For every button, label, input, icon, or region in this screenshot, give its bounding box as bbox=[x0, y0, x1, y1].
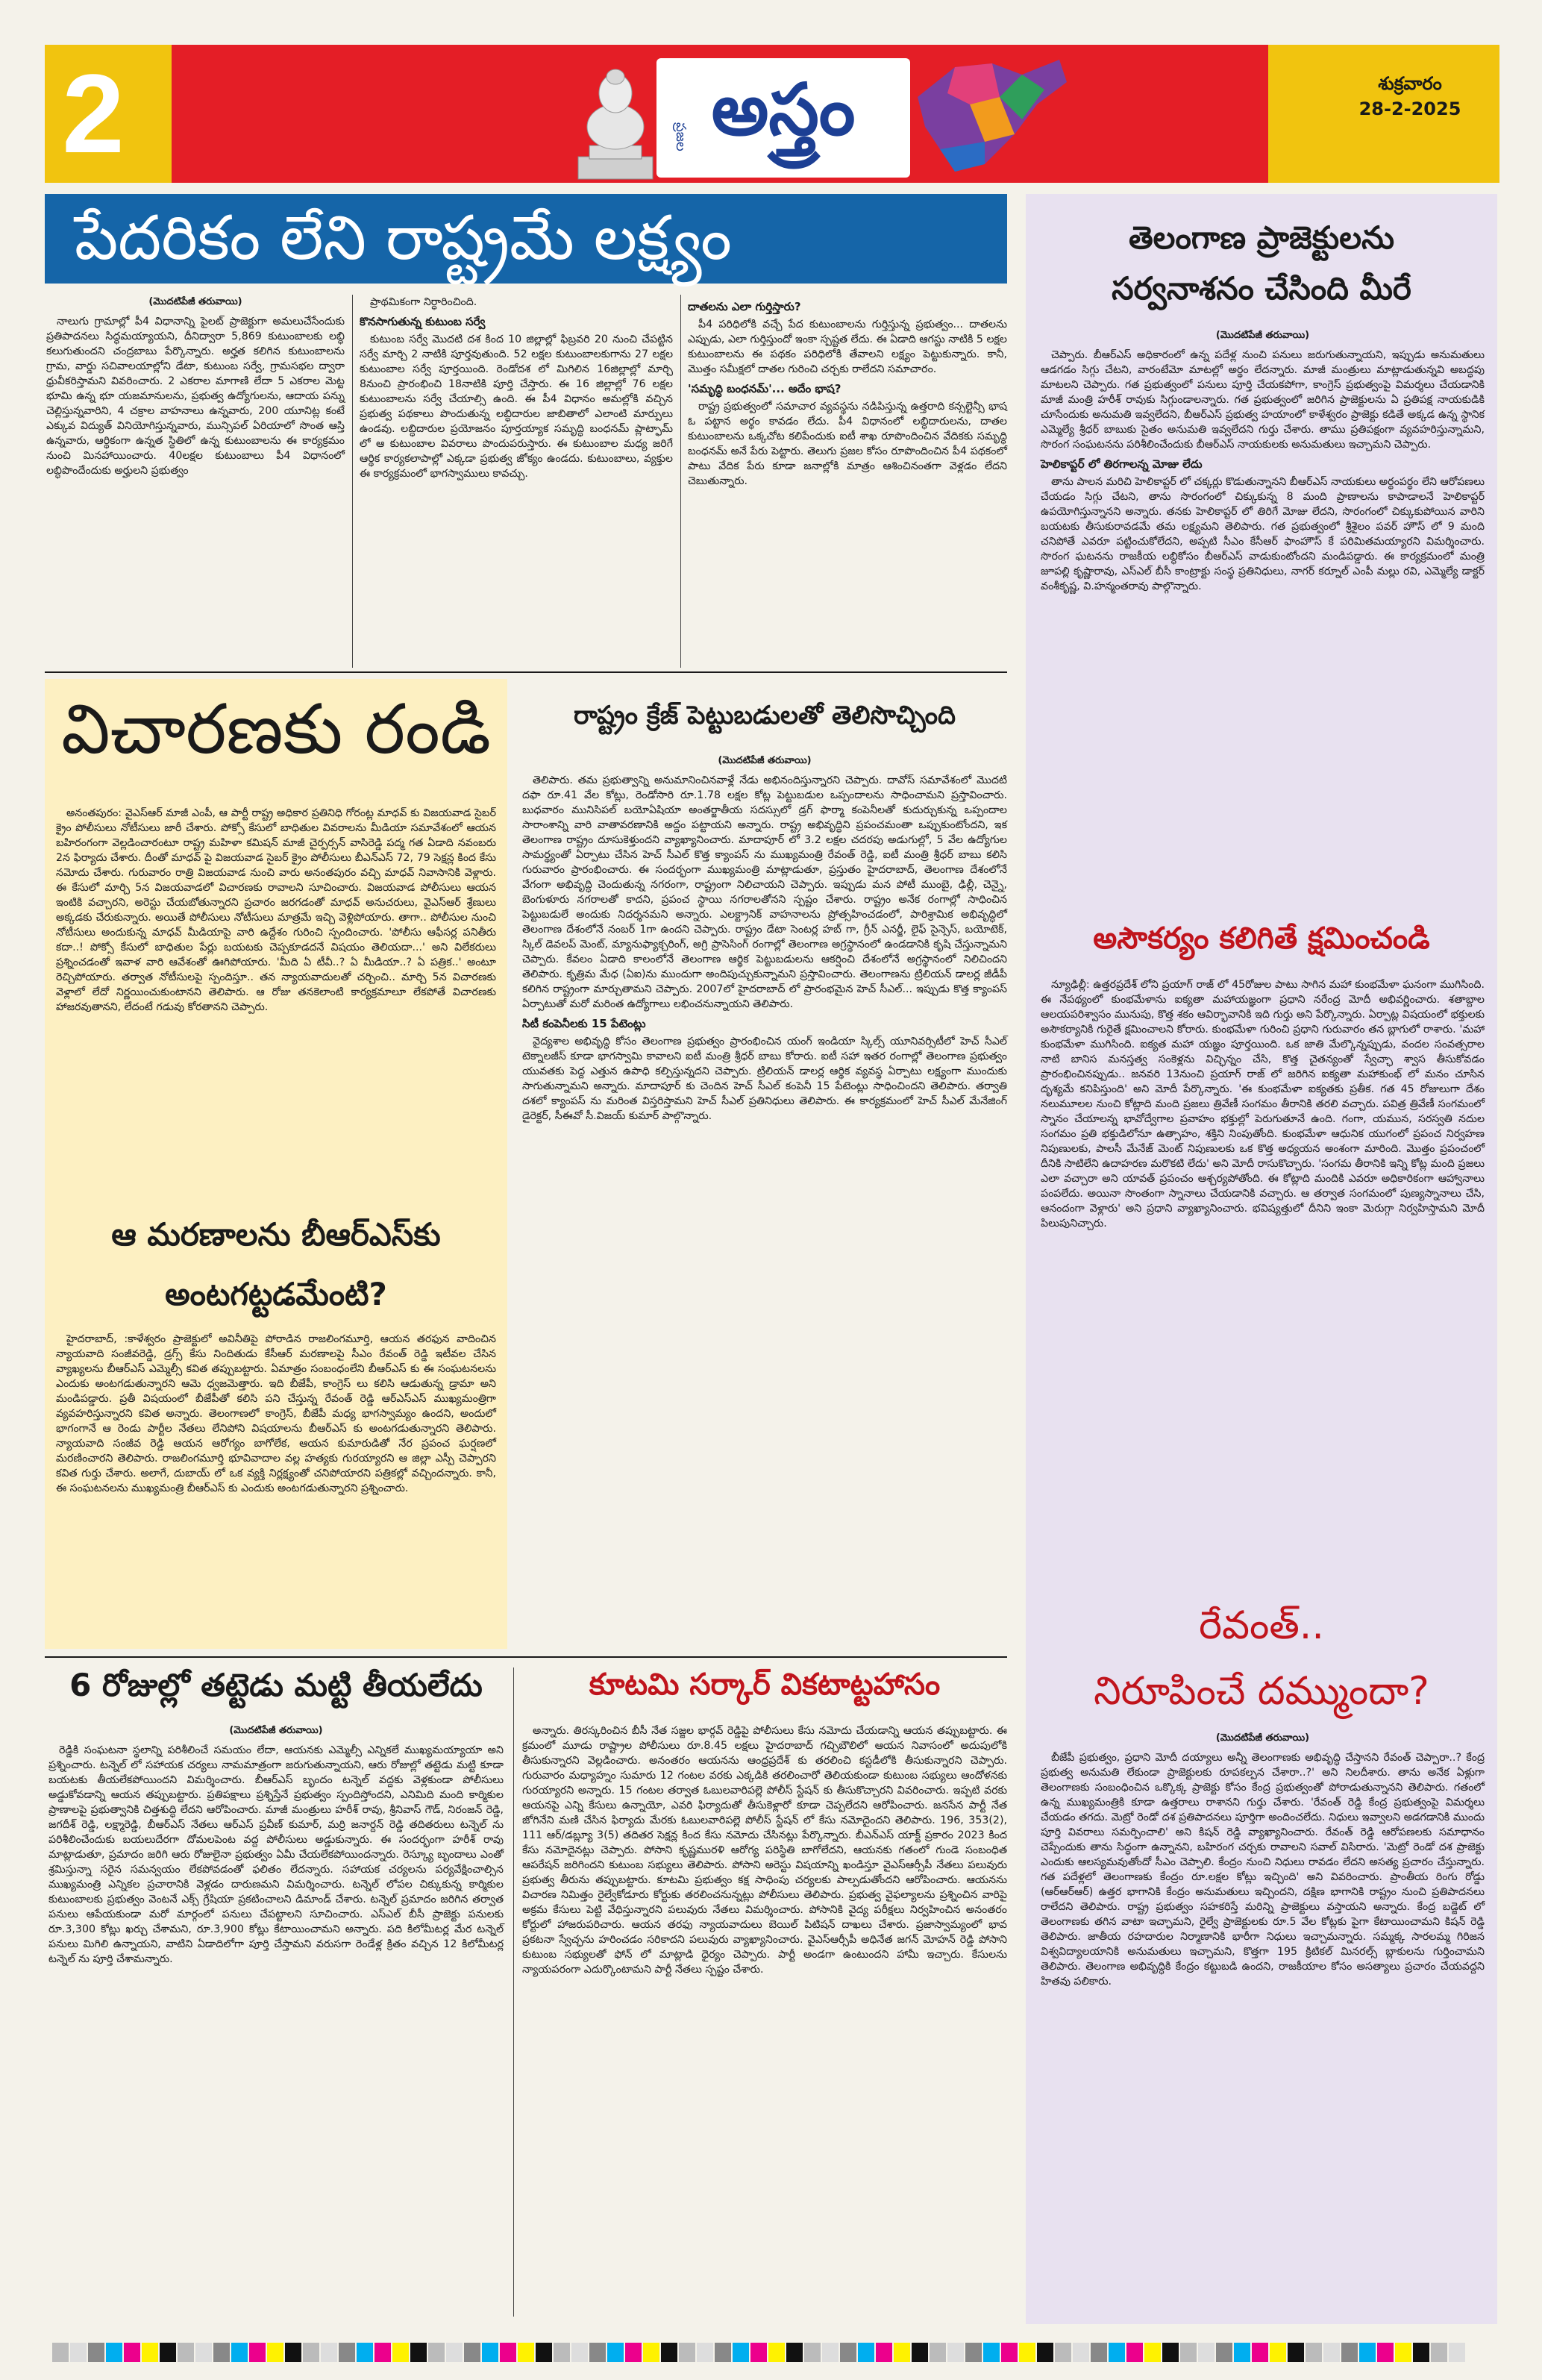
logo-subtext: ప్రజల bbox=[673, 122, 689, 151]
lead-col1-text: నాలుగు గ్రామాల్లో పీ4 విధానాన్ని పైలట్ ప్రాజెక్టుగా అమలుచేసేందుకు ప్రతిపాదనలు సిద్ధమయ్యాయని, దీనిద్వారా 5,869 కుటుంబాలకు లబ్ధి కలుగుతుందని చంద్రబాబు పేర్కొన్నారు. అర్హత కలిగిన కుటుంబాలను గ్రామ, వార్డు సచివాలయాల్లోని డేటా, కుటుంబ సర్వే, గ్రామసభల ద్వారా ధ్రువీకరిస్తామని వివరించారు. 2 ఎకరాల మాగాణి లేదా 5 ఎకరాల మెట్ట భూమి ఉన్న భూ యజమానులను, ప్రభుత్వ ఉద్యోగులను, ఆదాయ పన్ను చెల్లిస్తున్నవారిని, 4 చక్రాల వాహనాలు ఉన్నవారు, 200 యూనిట్ల కంటే ఎక్కువ విద్యుత్ వినియోగిస్తున్నవారు, మున్సిపల్ ఏరియాలో సొంత ఆస్తి ఉన్నవారు, ఆర్థికంగా ఉన్నత స్థితిలో ఉన్న కుటుంబాలను ఈ కార్యక్రమం నుంచి మినహాయించారు. 40లక్షల కుటుంబాలు పీ4 విధానంలో లబ్ధిపొందేందుకు అర్హులని ప్రభుత్వం bbox=[46, 316, 345, 477]
investment-subhead: సిటీ కంపెనీలకు 15 పేటెంట్లు bbox=[522, 1017, 646, 1030]
investment-text-1: తెలిపారు. తమ ప్రభుత్వాన్ని అనుమానించినవాళ్లే నేడు అభినందిస్తున్నారని చెప్పారు. దావోస్ సమావేశంలో మొదటి దఫా రూ.41 వేల కోట్లు, రెండోసారి రూ.1.78 లక్షల కోట్ల పెట్టుబడుల ఒప్పందాలను సాధించామని ప్రస్తావించారు. బుధవారం మునిసిపల్ బయోఏషియా అంతర్జాతీయ సదస్సులో డ్రగ్ ఫార్మా కంపెనీలతో కుదుర్చుకున్న ఒప్పందాల సారాంశాన్ని వారి వాతావరణానికి అద్దం పట్టాయని అన్నారు. రాష్ట్ర అభివృద్ధిని ప్రపంచమంతా ఒప్పుకుంటోందని, ఇక తెలంగాణ రాష్ట్రం దూసుకెళ్తుందని వ్యాఖ్యానించారు. మాదాపూర్ లో 3.2 లక్షల చదరపు అడుగుల్లో, 5 వేల ఉద్యోగుల సామర్థ్యంతో ఏర్పాటు చేసిన హెచ్ సీఎల్ కొత్త క్యాంపస్ ను ముఖ్యమంత్రి రేవంత్ రెడ్డి, ఐటీ మంత్రి శ్రీధర్ బాబు కలిసి గురువారం ప్రారంభించారు. ఈ సందర్భంగా ముఖ్యమంత్రి మాట్లాడుతూ, ప్రస్తుతం హైదరాబాద్, తెలంగాణ దేశంలోనే వేగంగా అభివృద్ధి చెందుతున్న నగరంగా, రాష్ట్రంగా నిలిచాయని చెప్పారు. ఇప్పుడు మన పోటీ ముంబై, ఢిల్లీ, చెన్నై, బెంగుళూరు నగరాలతో కాదని, ప్రపంచ స్థాయి నగరాలతోనని స్పష్టం చేశారు. రాష్ట్రం అనేక రంగాల్లో సాధించిన పెట్టుబడులే అందుకు నిదర్శనమని అన్నారు. ఎలక్ట్రానిక్ వాహనాలను ప్రోత్సహించడంలో, పారిశ్రామిక అభివృద్ధిలో తెలంగాణ దేశంలోనే నంబర్ 1గా ఉందని చెప్పారు. రాష్ట్రం డేటా సెంటర్ల హబ్ గా, గ్రీన్ ఎనర్జీ, లైఫ్ సైన్సెస్, బయోటెక్, స్కిల్ డెవలప్ మెంట్, మ్యానుఫ్యాక్చరింగ్, అగ్రి ప్రాసెసింగ్ రంగాల్లో తెలంగాణ అగ్రస్థానంలో ఉండడానికి కృషి చేస్తున్నామని చెప్పారు. కేవలం ఏడాది కాలంలోనే తెలంగాణ ఆర్థిక పెట్టుబడులను ఆకర్షించి దేశంలోనే అగ్రస్థానంలో నిలిచిందని తెలిపారు. కృత్రిమ మేధ (ఏఐ)ను ముందుగా అందిపుచ్చుకున్నామని ప్రస్తావించారు. తెలంగాణను ట్రిలియన్ డాలర్ల జీడీపీ కలిగిన రాష్ట్రంగా మార్చుతామని చెప్పారు. 2007లో హైదరాబాద్ లో ప్రారంభమైన హెచ్ సీఎల్... ఇప్పుడు కొత్త క్యాంపస్ ఏర్పాటుతో మరో మరింత ఉద్యోగాలు లభించనున్నాయని తెలిపారు. bbox=[522, 774, 1007, 1010]
lead-column-1 bbox=[46, 295, 345, 668]
telangana-text-1: చెప్పారు. బీఆర్ఎస్ అధికారంలో ఉన్న పదేళ్ల నుంచి పనులు జరుగుతున్నాయని, ఇప్పుడు అనుమతులు ఆడగడం సిగ్గు చేటని, వారంటేమో మాటల్లో అర్థం లేదన్నారు. మాజీ మంత్రులు మాట్లాడుతున్నవి అబద్ధపు మాటలని చెప్పారు. గత ప్రభుత్వంలో పనులు పూర్తి చేయకపోగా, కాంగ్రెస్ ప్రభుత్వంపై విమర్శలు చేయడానికి మాజీ మంత్రి హరీశ్ రావుకు సిగ్గుండాలన్నారు. గత ప్రభుత్వంలో జరిగిన ప్రాజెక్టులను ఏ ప్రతిపక్ష నాయకుడికి చూసేందుకు అనుమతి ఇవ్వలేదని, బీఆర్ఎస్ ప్రభుత్వ హయాంలో కాళేశ్వరం ప్రాజెక్టు కడితే అక్కడ ఉన్న స్థానిక ఎమ్మెల్యే శ్రీధర్ బాబుకు సైతం అనుమతి ఇవ్వలేదని గుర్తు చేశారు. తాము ప్రతిపక్షంగా వ్యవహరిస్తున్నామని, సొరంగ సంఘటనను పరిశీలించేందుకు బీఆర్ఎస్ నాయకులకు అనుమతులు ఇచ్చామని చెప్పారు. bbox=[1041, 349, 1485, 451]
state-map-icon bbox=[910, 52, 1074, 179]
lead-col2-intro: ప్రాథమికంగా నిర్ధారించింది. bbox=[370, 296, 477, 308]
telangana-headline-line-2: సర్వనాశనం చేసింది మీరే bbox=[1112, 270, 1411, 307]
soil-headline: 6 రోజుల్లో తట్టెడు మట్టి తీయలేదు bbox=[69, 1667, 483, 1703]
telangana-text-2: తాను పాలన మరిచి హెలికాప్టర్ లో చక్కర్లు కొడుతున్నానని బీఆర్ఎస్ నాయకులు అర్థంపర్థం లేని ఆరోపణలు చేయడం సిగ్గు చేటని, తాను సొరంగంలో చిక్కుకున్న 8 మంది ప్రాణాలను కాపాడాలనే హెలికాప్టర్ ఉపయోగిస్తున్నానని అన్నారు. తనకు హెలికాప్టర్ లో తిరిగే మోజు లేదని, సొరంగంలో చిక్కుకుపోయిన వారిని బయటకు తీసుకురావడమే తమ లక్ష్యమని తెలిపారు. గత ప్రభుత్వంలో శ్రీశైలం పవర్ హౌస్ లో 9 మంది చనిపోతే ఎవరూ పట్టించుకోలేదని, అప్పటి సీఎం కేసీఆర్ ఫాంహౌస్ కే పరిమితమయ్యారని విమర్శించారు. సొరంగ ఘటనను రాజకీయ లబ్ధికోసం బీఆర్ఎస్ వాడుకుంటోందని మండిపడ్డారు. ఈ కార్యక్రమంలో మంత్రి జూపల్లి కృష్ణారావు, ఎస్ఎల్ బీసీ కాంట్రాక్టు సంస్థ ప్రతినిధులు, నాగర్ కర్నూల్ ఎంపీ మల్లు రవి, ఎమ్మెల్యే డాక్టర్ వంశీకృష్ణ, వి.హన్మంతరావు పాల్గొన్నారు. bbox=[1041, 476, 1485, 592]
section-divider bbox=[45, 671, 1007, 673]
color-registration-strip bbox=[52, 2343, 1492, 2362]
telangana-projects-headline bbox=[1029, 213, 1494, 317]
revanth-headline bbox=[1029, 1593, 1494, 1727]
inconvenience-headline: అసౌకర్యం కలిగితే క్షమించండి bbox=[1093, 921, 1430, 956]
deaths-headline-line-1: ఆ మరణాలను బీఆర్ఎస్‌కు bbox=[111, 1216, 441, 1253]
lead-col3-subhead-2: 'సమృద్ధి బంధనమ్'... అదేం భాష? bbox=[688, 382, 841, 395]
coalition-body bbox=[522, 1723, 1007, 2320]
page-number: 2 bbox=[62, 51, 125, 176]
inquiry-body bbox=[56, 806, 496, 1224]
soil-body bbox=[48, 1723, 504, 2320]
telangana-subhead: హెలికాప్టర్ లో తిరగాలన్న మోజు లేదు bbox=[1041, 457, 1203, 471]
deaths-headline bbox=[45, 1205, 507, 1324]
column-divider bbox=[352, 295, 353, 668]
lead-col2-subhead: కొనసాగుతున్న కుటుంబ సర్వే bbox=[360, 315, 486, 328]
newspaper-logo bbox=[656, 58, 910, 178]
lead-column-3 bbox=[688, 295, 1007, 668]
issue-date-block bbox=[1343, 71, 1477, 131]
investment-body bbox=[522, 754, 1007, 1641]
soil-byline: (మొదటిపేజీ తరువాయి) bbox=[229, 1725, 323, 1736]
deaths-body bbox=[56, 1332, 496, 1645]
lead-byline: (మొదటిపేజీ తరువాయి) bbox=[148, 296, 242, 307]
telangana-byline: (మొదటిపేజీ తరువాయి) bbox=[1215, 330, 1310, 341]
lead-column-2 bbox=[360, 295, 673, 668]
column-divider bbox=[680, 295, 681, 668]
coalition-headline: కూటమి సర్కార్ వికటాట్టహాసం bbox=[589, 1667, 941, 1702]
inconvenience-body bbox=[1041, 977, 1485, 1597]
lead-col2-text: కుటుంబ సర్వే మొదటి దశ కింద 10 జిల్లాల్లో ఫిబ్రవరి 20 నుంచి చేపట్టిన సర్వే మార్చి 2 నాటికి పూర్తవుతుంది. 52 లక్షల కుటుంబాలకుగాను 27 లక్షల కుటుంబాల సర్వే పూర్తయింది. రెండోదశ లో మిగిలిన 16జిల్లాల్లో మార్చి 8నుంచి ప్రారంభించి 18నాటికి పూర్తి చేస్తారు. ఈ 16 జిల్లాల్లో 76 లక్షల కుటుంబాలను సర్వే చేయాల్సి ఉంది. ఈ పీ4 విధానం అమల్లోకి వచ్చిన ప్రభుత్వ పథకాలు పొందుతున్న లబ్ధిదారుల జాబితాలో ఎలాంటి మార్పులు ఉండవు. లబ్ధిదారుల ప్రయోజనం పూర్తయ్యాక సమృద్ధి బంధనమ్ ప్లాట్ఫామ్ లో ఆ కుటుంబాల వివరాలు పొందుపరుస్తారు. ఈ కుటుంబాల మధ్య జరిగే ఆర్థిక కార్యకలాపాల్లో ఎక్కడా ప్రభుత్వ జోక్యం ఉండదు. కుటుంబాలు, వ్యక్తుల ఈ కార్యక్రమంలో భాగస్వాములు కావచ్చు. bbox=[360, 333, 673, 480]
investment-headline: రాష్ట్రం క్రేజ్ పెట్టుబడులతో తెలిసొచ్చింది bbox=[573, 701, 956, 730]
revanth-headline-line-1: రేవంత్.. bbox=[1199, 1603, 1324, 1648]
lead-col3-text-2: రాష్ట్ర ప్రభుత్వంలో సమాచార వ్యవస్థను నడిపిస్తున్న ఉత్తరాది కన్సల్టెన్సీ భాష ఓ పట్టాన అర్థం కావడం లేదు. పీ4 విధానంలో లబ్ధిదారులను, దాతల కుటుంబాలను ఒక్కచోట కలిపేందుకు ఐటీ శాఖ రూపొందించిన వేదికకు సమృద్ధి బంధనమ్ అనే పేరు పెట్టారు. తెలుగు ప్రజల కోసం రూపొందించిన పీ4 పథకంలో పాటు వేదిక పేరు కూడా జనాల్లోకి మాత్రం ఆశించినంతగా వెళ్లడం లేదని చెబుతున్నారు. bbox=[688, 401, 1007, 487]
section-divider bbox=[45, 1656, 1007, 1658]
logo-text: అస్త్రం bbox=[711, 66, 856, 151]
telangana-headline-line-1: తెలంగాణ ప్రాజెక్టులను bbox=[1129, 219, 1394, 256]
column-divider bbox=[513, 1667, 514, 2317]
investment-byline: (మొదటిపేజీ తరువాయి) bbox=[718, 755, 812, 766]
buddha-statue-icon bbox=[567, 56, 664, 183]
inconvenience-text: న్యూఢిల్లీ: ఉత్తరప్రదేశ్ లోని ప్రయాగ్ రాజ్ లో 45రోజుల పాటు సాగిన మహా కుంభమేళా ఘనంగా ముగిసింది. ఈ నేపథ్యంలో కుంభమేళాను ఐక్యతా మహాయజ్ఞంగా ప్రధాని నరేంద్ర మోదీ అభివర్ణించారు. శతాబ్దాల ఆలయపరిశ్వాసం మునుపు, కొత్త శకం ఆవిర్భావానికి ఇది గుర్తు అని పేర్కొన్నారు. ఏర్పాట్ల విషయంలో భక్తులకు అసౌకర్యానికి గురైతే క్షమించాలని కోరారు. కుంభమేళా గురించి ప్రధాని గురువారం తన బ్లాగులో రాశారు. 'మహా కుంభమేళా ముగిసింది. ఐక్యత మహా యజ్ఞం పూర్తయింది. ఒక జాతి మేల్కొన్నప్పుడు, వందల సంవత్సరాల నాటి బానిస మనస్తత్వ సంకెళ్లను విచ్ఛిన్నం చేసి, కొత్త చైతన్యంతో స్వేచ్ఛా శ్వాస తీసుకోవడం ప్రారంభించినప్పుడు.. జనవరి 13నుంచి ప్రయాగ్ రాజ్ లో జరిగిన ఐక్యతా మహాకుంభ్ లో మనం చూసిన దృశ్యమే కనిపిస్తుంది' అని మోదీ పేర్కొన్నారు. 'ఈ కుంభమేళా ఐక్యతకు ప్రతీక. గత 45 రోజులుగా దేశం నలుమూలల నుంచి కోట్లాది మంది ప్రజలు త్రివేణీ సంగమం తీరానికి తరలి వచ్చారు. పవిత్ర త్రివేణీ సంగమంలో స్నానం చేయాలన్న భావోద్వేగాల ప్రవాహం భక్తుల్లో పెరుగుతూనే ఉంది. గంగా, యమున, సరస్వతి నదుల సంగమం ప్రతి భక్తుడిలోనూ ఉత్సాహం, శక్తిని నింపుతోంది. కుంభమేళా ఆధునిక యుగంలో ప్రపంచ నిర్వహణ నిపుణులకు, పాలసీ మేనేజ్ మెంట్ నిపుణులకు ఒక కొత్త అధ్యయన అంశంగా మారింది. మొత్తం ప్రపంచంలో దీనికి సాటిలేని ఉదాహరణ మరొకటి లేదు' అని మోదీ రాసుకొచ్చారు. 'సంగమ తీరానికి ఇన్ని కోట్ల మంది ప్రజలు ఎలా వచ్చారా అని యావత్ ప్రపంచం ఆశ్చర్యపోతోంది. ఈ కోట్లాది మందికి ఎవరూ అధికారికంగా ఆహ్వానాలు పంపలేదు. అయినా సొంతంగా స్నానాలు చేయడానికి వచ్చారు. ఆ తర్వాత సంగమంలో పుణ్యస్నానాలు చేసి, ఆనందంగా వెళ్లారు' అని ప్రధాని వ్యాఖ్యానించారు. భవిష్యత్తులో దీనిని ఇంకా మెరుగ్గా నిర్వహిస్తామని మోదీ పిలుపునిచ్చారు. bbox=[1041, 979, 1485, 1230]
issue-date: 28-2-2025 bbox=[1358, 98, 1461, 119]
revanth-text: బీజేపీ ప్రభుత్వం, ప్రధాని మోదీ దయ్యాలు అన్నీ తెలంగాణకు అభివృద్ధి చేస్తానని రేవంత్ చెప్పారా..? కేంద్ర ప్రభుత్వ అనుమతి లేకుండా ప్రాజెక్టులకు రూపకల్పన చేశారా..?' అని నిలదీశారు. తాను అనేక ఏళ్లుగా తెలంగాణకు సంబంధించిన ఒక్కొక్క ప్రాజెక్టు కోసం కేంద్ర ప్రభుత్వంతో పోరాడుతున్నానని తెలిపారు. గతంలో ఉన్న ముఖ్యమంత్రికి కూడా ఉత్తరాలు రాశానని గుర్తు చేశారు. 'రేవంత్ రెడ్డి కేంద్ర ప్రభుత్వంపై విమర్శలు చేయడం తగదు. మెట్రో రెండో దశ ప్రతిపాదనలు పూర్తిగా అందించలేదు. నిధులు ఇవ్వాలని అడగడానికి ముందు పూర్తి వివరాలు సమర్పించాలి' అని కిషన్ రెడ్డి వ్యాఖ్యానించారు. రేవంత్ రెడ్డి ఆరోపణలకు సమాధానం చెప్పేందుకు తాను సిద్ధంగా ఉన్నానని, బహిరంగ చర్చకు రావాలని సవాల్ విసిరారు. 'మెట్రో రెండో దశ ప్రాజెక్టు ఎందుకు ఆలస్యమవుతోందో సీఎం చెప్పాలి. కేంద్రం నుంచి నిధులు రావడం లేదని అసత్య ప్రచారం చేస్తున్నారు. గత పదేళ్లలో తెలంగాణకు కేంద్రం రూ.లక్షల కోట్లు ఇచ్చింది' అని వివరించారు. ప్రాంతీయ రింగు రోడ్డు (ఆర్ఆర్ఆర్) ఉత్తర భాగానికి కేంద్రం అనుమతులు ఇచ్చిందని, దక్షిణ భాగానికి రాష్ట్రం నుంచి ప్రతిపాదనలు రాలేదని తెలిపారు. రాష్ట్ర ప్రభుత్వం సహకరిస్తే మరిన్ని ప్రాజెక్టులు వస్తాయని అన్నారు. కేంద్ర బడ్జెట్ లో తెలంగాణకు తగిన వాటా ఇచ్చామని, రైల్వే ప్రాజెక్టులకు రూ.5 వేల కోట్లకు పైగా కేటాయించామని కిషన్ రెడ్డి తెలిపారు. జాతీయ రహదారుల నిర్మాణానికి భారీగా నిధులు ఇచ్చామన్నారు. సమ్మక్క సారలమ్మ గిరిజన విశ్వవిద్యాలయానికి అనుమతులు ఇచ్చామని, కొత్తగా 195 క్రిటికల్ మినరల్స్ బ్లాకులను గుర్తించామని తెలిపారు. తెలంగాణ అభివృద్ధికి కేంద్రం కట్టుబడి ఉందని, రాజకీయాల కోసం అసత్యాలు ప్రచారం చేయవద్దని హితవు పలికారు. bbox=[1041, 1752, 1485, 1988]
inquiry-text: అనంతపురం: వైఎస్ఆర్ మాజీ ఎంపీ, ఆ పార్టీ రాష్ట్ర అధికార ప్రతినిధి గోరంట్ల మాధవ్ కు విజయవాడ సైబర్ క్రైం పోలీసులు నోటీసులు జారీ చేశారు. పోక్సో కేసులో బాధితుల వివరాలను మీడియా సమావేశంలో ఆయన బహిరంగంగా వెల్లడించారంటూ రాష్ట్ర మహిళా కమిషన్ మాజీ చైర్పర్సన్ వాసిరెడ్డి పద్మ గత ఏడాది నవంబరు 2న ఫిర్యాదు చేశారు. దీంతో మాధవ్ పై విజయవాడ సైబర్ క్రైం పోలీసులు బీఎన్ఎస్ 72, 79 సెక్షన్ల కింద కేసు నమోదు చేశారు. గురువారం రాత్రి విజయవాడ నుంచి వారు అనంతపురం వచ్చి మాధవ్ నివాసానికి వెళ్లారు. ఈ కేసులో మార్చి 5న విజయవాడలో విచారణకు రావాలని సూచించారు. విజయవాడ పోలీసులు ఆయన ఇంటికి వచ్చారని, అరెస్టు చేయబోతున్నారని ప్రచారం జరగడంతో మాధవ్ అనుచరులు, వైఎస్ఆర్ శ్రేణులు అక్కడకు చేరుకున్నారు. అయితే పోలీసులు నోటీసులు మాత్రమే ఇచ్చి వెళ్లిపోయారు. తాగా.. పోలీసుల నుంచి నోటీసులు అందుకున్న మాధవ్ మీడియాపై వారి ఉద్దేశం గురించి స్పందించారు. 'పోలీసు ఆఫీసర్ల పనితీరు కదా..! పోక్సో కేసులో బాధితుల పేర్లు బయటకు చెప్పకూడదనే విషయం తెలియదా...' అని విలేకరులు ప్రశ్నించడంతో ఇవాళ వారి ఆవేశంతో ఊగిపోయారు. 'మీది ఏ టీవీ..? ఏ మీడియా..? ఏ పత్రిక..' అంటూ రెచ్చిపోయారు. తర్వాత నోటీసులపై స్పందిస్తూ.. తన న్యాయవాదులతో చర్చించి.. మార్చి 5న విచారణకు వెళ్లాలో లేదో నిర్ణయించుకుంటానని తెలిపారు. ఆ రోజు తనకెలాంటి కార్యక్రమాలూ లేకపోతే విచారణకు హాజరవుతానని, లేదంటే గడువు కోరతానని చెప్పారు. bbox=[56, 807, 496, 1013]
lead-headline: పేదరికం లేని రాష్ట్రమే లక్ష్యం bbox=[45, 194, 1007, 284]
revanth-byline: (మొదటిపేజీ తరువాయి) bbox=[1215, 1732, 1310, 1744]
lead-col3-text-1: పీ4 పరిధిలోకి వచ్చే పేద కుటుంబాలను గుర్తిస్తున్న ప్రభుత్వం... దాతలను ఎప్పుడు, ఎలా గుర్తిస్తుందో ఇంకా స్పష్టత లేదు. ఈ ఏడాది ఆగస్టు నాటికి 5 లక్షల కుటుంబాలను ఈ పథకం పరిధిలోకి తేవాలని లక్ష్యం పెట్టుకున్నారు. కానీ, మొత్తం సమీక్షలో దాతల గురించి చర్చకు రాలేదని సమాచారం. bbox=[688, 319, 1007, 375]
soil-text: రెడ్డికి సంఘటనా స్థలాన్ని పరిశీలించే సమయం లేదా, ఆయనకు ఎమ్మెల్సీ ఎన్నికలే ముఖ్యమయ్యాయా అని ప్రశ్నించారు. టన్నెల్ లో సహాయక చర్యలు నామమాత్రంగా జరుగుతున్నాయని, ఆరు రోజుల్లో తట్టెడు మట్టి కూడా బయటకు తీయలేకపోయిందని విమర్శించారు. బీఆర్ఎస్ బృందం టన్నెల్ వద్దకు వెళ్లకుండా పోలీసులు అడ్డుకోవడాన్ని ఆయన తప్పుబట్టారు. ప్రతిపక్షాలు ప్రశ్నిస్తేనే ప్రభుత్వం స్పందిస్తోందని, ఎనిమిది మంది కార్మికుల ప్రాణాలపై ప్రభుత్వానికి చిత్తశుద్ధి లేదని ఆరోపించారు. మాజీ మంత్రులు హరీశ్ రావు, శ్రీనివాస్ గౌడ్, నిరంజన్ రెడ్డి, జగదీశ్ రెడ్డి, లక్ష్మారెడ్డి, బీఆర్ఎస్ నేతలు ఆర్ఎస్ ప్రవీణ్ కుమార్, మర్రి జనార్దన్ రెడ్డి తదితరులు టన్నెల్ ను పరిశీలించేందుకు బయలుదేరగా దోమలపెంట వద్ద పోలీసులు అడ్డుకున్నారు. ఈ సందర్భంగా హరీశ్ రావు మాట్లాడుతూ, ప్రమాదం జరిగి ఆరు రోజులైనా ప్రభుత్వం ఏమీ చేయలేకపోయిందన్నారు. రెస్క్యూ బృందాలు ఎంతో శ్రమిస్తున్నా సరైన సమన్వయం లేకపోవడంతో ఫలితం లేదన్నారు. సహాయక చర్యలను పర్యవేక్షించాల్సిన ముఖ్యమంత్రి ఎన్నికల ప్రచారానికి వెళ్లడం దారుణమని విమర్శించారు. టన్నెల్ లోపల చిక్కుకున్న కార్మికుల కుటుంబాలకు ప్రభుత్వం వెంటనే ఎక్స్ గ్రేషియా ప్రకటించాలని డిమాండ్ చేశారు. టన్నెల్ ప్రమాదం జరిగిన తర్వాత పనులు ఆపేయకుండా మరో మార్గంలో పనులు చేపట్టాలని సూచించారు. ఎస్ఎల్ బీసీ ప్రాజెక్టు పనులకు రూ.3,300 కోట్లు ఖర్చు చేశామని, రూ.3,900 కోట్లు కేటాయించామని అన్నారు. పది కిలోమీటర్ల మేర టన్నెల్ పనులు మిగిలి ఉన్నాయని, వాటిని ఏడాదిలోగా పూర్తి చేస్తామని వరుసగా రెండేళ్ల క్రితం వచ్చిన 12 కిలోమీటర్ల టన్నెల్ ను పూర్తి చేశామన్నారు. bbox=[48, 1744, 504, 1965]
deaths-text: హైదరాబాద్, :కాళేశ్వరం ప్రాజెక్టులో అవినీతిపై పోరాడిన రాజలింగమూర్తి, ఆయన తరఫున వాదించిన న్యాయవాది సంజీవరెడ్డి, డ్రగ్స్ కేసు నిందితుడు కేసీఆర్ మరణాలపై సీఎం రేవంత్ రెడ్డి ఇటీవల చేసిన వ్యాఖ్యలను బీఆర్ఎస్ ఎమ్మెల్సీ కవిత తప్పుబట్టారు. ఏమాత్రం సంబంధంలేని బీఆర్ఎస్ కు ఈ సంఘటనలను ఎందుకు అంటగడుతున్నారని ఆమె ధ్వజమెత్తారు. ఇది బీజేపీ, కాంగ్రెస్ లు కలిసి ఆడుతున్న డ్రామా అని మండిపడ్డారు. ప్రతీ విషయంలో బీజేపీతో కలిసి పని చేస్తున్న రేవంత్ రెడ్డి ఆర్ఎస్ఎస్ ముఖ్యమంత్రిగా వ్యవహరిస్తున్నారని కవిత అన్నారు. తెలంగాణలో కాంగ్రెస్, బీజేపీ మధ్య భాగస్వామ్యం ఉందని, అందులో భాగంగానే ఆ రెండు పార్టీల నేతలు లేనిపోని విషయాలను బీఆర్ఎస్ కు అంటగడుతున్నారని తెలిపారు. న్యాయవాది సంజీవ రెడ్డి ఆయన ఆరోగ్యం బాగోలేక, ఆయన కుమారుడితో నేర ప్రపంచ ఘర్షణలో మరణించారని తెలిపారు. రాజలింగమూర్తి భూవివాదాల వల్ల హత్యకు గురయ్యారని ఆ జిల్లా ఎస్పీ చెప్పారని కవిత గుర్తు చేశారు. అలాగే, దుబాయ్ లో ఒక వ్యక్తి నిర్లక్ష్యంతో చనిపోయారని పత్రికల్లో వచ్చిందన్నారు. కానీ, ఈ సంఘటనలను ముఖ్యమంత్రి బీఆర్ఎస్ కు ఎందుకు అంటగడుతున్నారని ప్రశ్నించారు. bbox=[56, 1333, 496, 1494]
coalition-text: అన్నారు. తిరస్కరించిన బీసీ నేత సజ్జల భార్గవ్ రెడ్డిపై పోలీసులు కేసు నమోదు చేయడాన్ని ఆయన తప్పుబట్టారు. ఈ క్రమంలో మూడు రాష్ట్రాల పోలీసులు రూ.8.45 లక్షలు హైదరాబాద్ గచ్చిబౌలిలో ఆయన నివాసంలో అదుపులోకి తీసుకున్నారని వెల్లడించారు. అనంతరం ఆయనను ఆంధ్రప్రదేశ్ కు తరలించి కస్టడీలోకి తీసుకున్నారని చెప్పారు. గురువారం మధ్యాహ్నం సుమారు 12 గంటల వరకు ఎక్కడికి తరలించారో తెలియకుండా కుటుంబ సభ్యులు ఆందోళనకు గురయ్యారని అన్నారు. 15 గంటల తర్వాత ఓబులవారిపల్లె పోలీస్ స్టేషన్ కు తీసుకొచ్చారని వివరించారు. ఇప్పటి వరకు ఆయనపై ఎన్ని కేసులు ఉన్నాయో, ఎవరి ఫిర్యాదుతో తీసుకెళ్లారో కూడా చెప్పలేదని ఆరోపించారు. జనసేన పార్టీ నేత జోగినేని మణి చేసిన ఫిర్యాదు మేరకు ఓబులవారిపల్లె పోలీస్ స్టేషన్ లో కేసు నమోదైందని తెలిపారు. 196, 353(2), 111 ఆర్/డబ్ల్యూ 3(5) తదితర సెక్షన్ల కింద కేసు నమోదు చేసినట్లు పేర్కొన్నారు. బీఎన్ఎస్ యాక్ట్ ప్రకారం 2023 కింద కేసు నమోదైనట్లు చెప్పారు. పోసాని కృష్ణమురళి ఆరోగ్య పరిస్థితి బాగోలేదని, ఆయనకు గతంలో గుండె సంబంధిత ఆపరేషన్ జరిగిందని కుటుంబ సభ్యులు తెలిపారు. పోసాని అరెస్టు విషయాన్ని ఖండిస్తూ వైఎస్ఆర్సీపీ నేతలు పలువురు ప్రభుత్వ తీరును తప్పుబట్టారు. కూటమి ప్రభుత్వం కక్ష సాధింపు చర్యలకు పాల్పడుతోందని ఆరోపించారు. ఆయనను విచారణ నిమిత్తం రైల్వేకోడూరు కోర్టుకు తరలించనున్నట్లు పోలీసులు తెలిపారు. ప్రభుత్వ వైఫల్యాలను ప్రశ్నించిన వారిపై అక్రమ కేసులు పెట్టి వేధిస్తున్నారని పలువురు నేతలు విమర్శించారు. పోసానికి వైద్య పరీక్షలు నిర్వహించిన అనంతరం కోర్టులో హాజరుపరిచారు. ఆయన తరఫు న్యాయవాదులు బెయిల్ పిటిషన్ దాఖలు చేశారు. ప్రజాస్వామ్యంలో భావ ప్రకటనా స్వేచ్ఛను హరించడం సరికాదని పలువురు వ్యాఖ్యానించారు. వైఎస్ఆర్సీపీ అధినేత జగన్ మోహన్ రెడ్డి పోసాని కుటుంబ సభ్యులతో ఫోన్ లో మాట్లాడి ధైర్యం చెప్పారు. పార్టీ అండగా ఉంటుందని హామీ ఇచ్చారు. కేసులను న్యాయపరంగా ఎదుర్కొంటామని పార్టీ నేతలు స్పష్టం చేశారు. bbox=[522, 1725, 1007, 1976]
inquiry-headline: విచారణకు రండి bbox=[61, 689, 491, 769]
revanth-body bbox=[1041, 1731, 1485, 2320]
investment-text-2: వైద్యశాల అభివృద్ధి కోసం తెలంగాణ ప్రభుత్వం ప్రారంభించిన యంగ్ ఇండియా స్కిల్స్ యూనివర్సిటీలో హెచ్ సీఎల్ టెక్నాలజీస్ కూడా భాగస్వామి కావాలని ఐటీ మంత్రి శ్రీధర్ బాబు కోరారు. ఐటీ సహా ఇతర రంగాల్లో తెలంగాణ ప్రభుత్వం యువతకు పెద్ద ఎత్తున ఉపాధి కల్పిస్తున్నదని చెప్పారు. ట్రిలియన్ డాలర్ల ఆర్థిక వ్యవస్థ ఏర్పాటు లక్ష్యంగా ముందుకు సాగుతున్నామని అన్నారు. మాదాపూర్ కు చెందిన హెచ్ సీఎల్ కంపెనీ 15 పేటెంట్లు సాధించిందని తెలిపారు. తర్వాతి దశలో క్యాంపస్ ను మరింత విస్తరిస్తామని హెచ్ సీఎల్ ప్రతినిధులు తెలిపారు. ఈ కార్యక్రమంలో హెచ్ సీఎల్ మేనేజింగ్ డైరెక్టర్, సీఈవో సీ.విజయ్ కుమార్ పాల్గొన్నారు. bbox=[522, 1036, 1007, 1122]
lead-col3-subhead-1: దాతలను ఎలా గుర్తిస్తారు? bbox=[688, 300, 801, 313]
deaths-headline-line-2: అంటగట్టడమేంటి? bbox=[165, 1276, 387, 1312]
issue-day: శుక్రవారం bbox=[1378, 73, 1442, 94]
telangana-projects-body bbox=[1041, 328, 1485, 910]
revanth-headline-line-2: నిరూపించే దమ్ముందా? bbox=[1094, 1669, 1429, 1714]
